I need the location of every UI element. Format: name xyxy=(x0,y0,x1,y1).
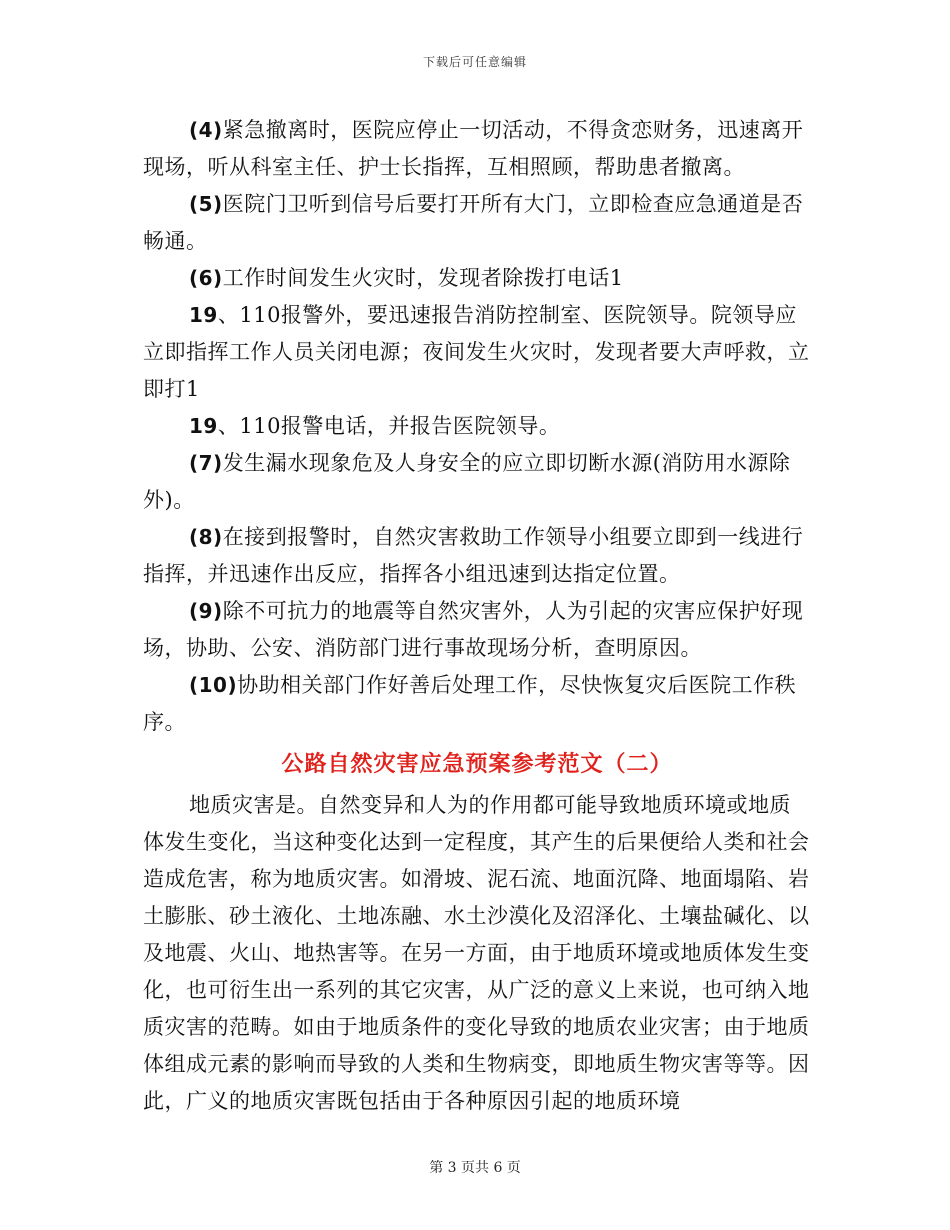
list-item-10 xyxy=(143,667,811,741)
item-number: 19 xyxy=(189,303,218,327)
list-item-6-continued-2 xyxy=(143,408,811,445)
item-text: 医院门卫听到信号后要打开所有大门，立即检查应急通道是否畅通。 xyxy=(143,192,804,253)
list-item-6 xyxy=(143,260,811,297)
item-text: 紧急撤离时，医院应停止一切活动，不得贪恋财务，迅速离开现场，听从科室主任、护士长指挥，互相照顾，帮助患者撤离。 xyxy=(143,118,804,179)
item-text: 除不可抗力的地震等自然灾害外，人为引起的灾害应保护好现场，协助、公安、消防部门进行事故现场分析，查明原因。 xyxy=(143,599,804,660)
document-body xyxy=(143,112,811,1120)
item-number: 19 xyxy=(189,414,218,438)
page-footer: 第 3 页共 6 页 xyxy=(429,1160,521,1176)
item-number: (6) xyxy=(189,266,223,290)
item-number: (8) xyxy=(189,525,223,549)
item-text: 、110报警外，要迅速报告消防控制室、医院领导。院领导应立即指挥工作人员关闭电源；夜间发生火灾时，发现者要大声呼救，立即打1 xyxy=(143,303,810,401)
item-number: (9) xyxy=(189,599,223,623)
section-paragraph: 地质灾害是。自然变异和人为的作用都可能导致地质环境或地质体发生变化，当这种变化达到一定程度，其产生的后果便给人类和社会造成危害，称为地质灾害。如滑坡、泥石流、地面沉降、地面塌陷、岩土膨胀、砂土液化、土地冻融、水土沙漠化及沼泽化、土壤盐碱化、以及地震、火山、地热害等。在另一方面，由于地质环境或地质体发生变化，也可衍生出一系列的其它灾害，从广泛的意义上来说，也可纳入地质灾害的范畴。如由于地质条件的变化导致的地质农业灾害；由于地质体组成元素的影响而导致的人类和生物病变，即地质生物灾害等等。因此，广义的地质灾害既包括由于各种原因引起的地质环境 xyxy=(143,793,810,1113)
item-text: 协助相关部门作好善后处理工作，尽快恢复灾后医院工作秩序。 xyxy=(143,673,797,734)
item-number: (4) xyxy=(189,118,223,142)
list-item-7 xyxy=(143,445,811,519)
list-item-5 xyxy=(143,186,811,260)
page-header: 下载后可任意编辑 xyxy=(422,55,527,69)
item-text: 工作时间发生火灾时，发现者除拨打电话1 xyxy=(222,266,624,290)
item-text: 发生漏水现象危及人身安全的应立即切断水源(消防用水源除外)。 xyxy=(143,451,791,512)
item-number: (5) xyxy=(189,192,223,216)
list-item-9 xyxy=(143,593,811,667)
list-item-6-continued xyxy=(143,297,811,408)
list-item-8 xyxy=(143,519,811,593)
section-title: 公路自然灾害应急预案参考范文（二） xyxy=(281,752,673,777)
item-text: 、110报警电话，并报告医院领导。 xyxy=(217,414,561,438)
item-number: (7) xyxy=(189,451,223,475)
item-number: (10) xyxy=(189,673,238,697)
item-text: 在接到报警时，自然灾害救助工作领导小组要立即到一线进行指挥，并迅速作出反应，指挥各小组迅速到达指定位置。 xyxy=(143,525,804,586)
list-item-4 xyxy=(143,112,811,186)
